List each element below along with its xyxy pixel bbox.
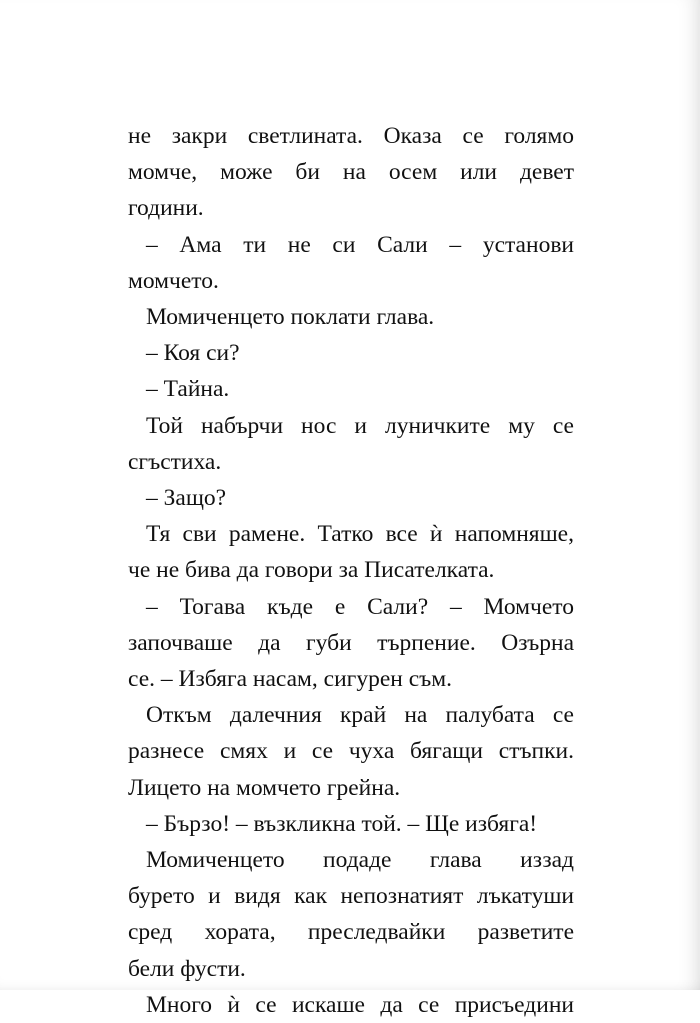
text-line-7: – Коя си? — [146, 340, 240, 367]
text-line-8: – Тайна. — [146, 376, 230, 403]
text-line-16: се. – Избяга насам, сигурен съм. — [128, 666, 453, 693]
text-line-19: Лицето на момчето грейна. — [128, 774, 401, 801]
text-line-23: сред хората, преследвайки разветите — [128, 919, 574, 946]
text-line-25: Много ѝ се искаше да се присъедини — [146, 991, 574, 1018]
text-line-18: разнесе смях и се чуха бягащи стъпки. — [128, 738, 574, 765]
text-line-15: започваше да губи търпение. Озърна — [128, 629, 574, 656]
text-line-6: Момиченцето поклати глава. — [146, 304, 435, 331]
text-line-24: бели фусти. — [128, 955, 246, 982]
text-line-9: Той набърчи нос и луничките му се — [146, 412, 574, 439]
text-line-21: Момиченцето подаде глава иззад — [146, 847, 574, 874]
text-line-17: Откъм далечния край на палубата се — [146, 702, 574, 729]
text-line-13: че не бива да говори за Писателката. — [128, 557, 495, 584]
text-line-2: момче, може би на осем или девет — [128, 159, 574, 186]
text-line-22: бурето и видя как непознатият лъкатуши — [128, 883, 574, 910]
text-line-5: момчето. — [128, 267, 219, 294]
text-line-10: сгъстиха. — [128, 448, 222, 475]
text-line-3: години. — [128, 195, 204, 222]
text-line-4: – Ама ти не си Сали – установи — [146, 231, 574, 258]
page-text — [128, 118, 574, 1023]
text-line-20: – Бързо! – възкликна той. – Ще избяга! — [146, 810, 538, 837]
text-line-14: – Тогава къде е Сали? – Момчето — [146, 593, 574, 620]
text-line-11: – Защо? — [146, 485, 227, 512]
text-line-1: не закри светлината. Оказа се голямо — [128, 123, 574, 149]
text-line-12: Тя сви рамене. Татко все ѝ напомняше, — [146, 521, 574, 548]
